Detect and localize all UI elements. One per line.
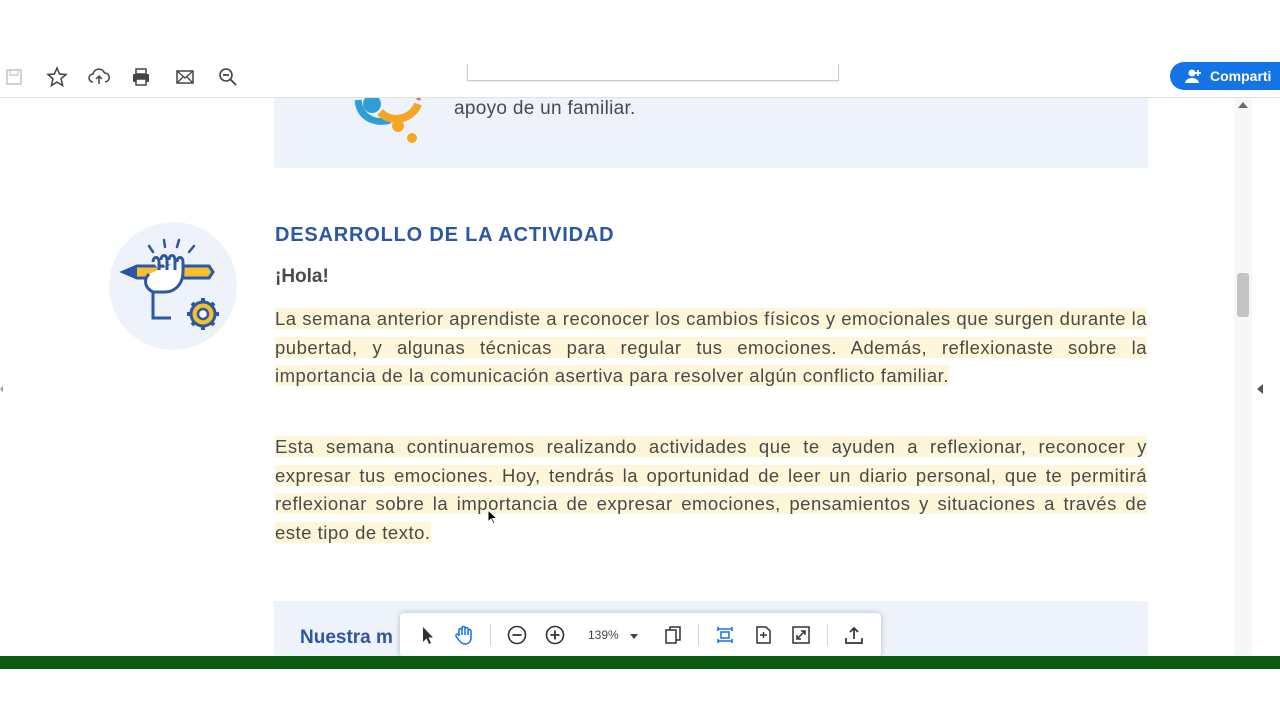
share-button[interactable] bbox=[1170, 62, 1280, 90]
family-support-text: apoyo de un familiar. bbox=[454, 98, 636, 119]
share-button-label: Comparti bbox=[1210, 68, 1272, 84]
email-icon[interactable] bbox=[171, 63, 199, 91]
activity-development-icon bbox=[109, 222, 237, 350]
toolbar-separator bbox=[490, 624, 491, 646]
expand-left-pane-icon[interactable] bbox=[0, 386, 3, 392]
zoom-dropdown-icon[interactable] bbox=[630, 634, 638, 639]
mouse-cursor-icon bbox=[487, 509, 499, 525]
zoom-level[interactable]: 139% bbox=[588, 628, 619, 642]
vertical-scrollbar[interactable] bbox=[1234, 98, 1252, 656]
toolbar-separator bbox=[698, 624, 699, 646]
floating-page-toolbar bbox=[400, 613, 881, 657]
page-view-icon[interactable] bbox=[661, 623, 685, 647]
toolbar-separator bbox=[827, 624, 828, 646]
expand-right-pane-icon[interactable] bbox=[1257, 384, 1263, 394]
save-icon[interactable] bbox=[0, 63, 28, 91]
greeting: ¡Hola! bbox=[275, 266, 329, 287]
family-support-box bbox=[274, 98, 1148, 168]
print-icon[interactable] bbox=[127, 63, 155, 91]
fit-page-icon[interactable] bbox=[751, 623, 775, 647]
next-section-title: Nuestra m bbox=[300, 627, 393, 648]
bottom-status-bar bbox=[0, 656, 1280, 669]
upload-cloud-icon[interactable] bbox=[85, 63, 113, 91]
paragraph-this-week bbox=[275, 433, 1147, 548]
zoom-out-icon[interactable] bbox=[214, 63, 242, 91]
fullscreen-icon[interactable] bbox=[789, 623, 813, 647]
paragraph-previous-week-text: La semana anterior aprendiste a reconocer los cambios físicos y emocionales que surgen durante la pubertad, y algunas técnicas para regular tus emociones. Además, reflexionaste sobre la importancia de la comunicación asertiva para resolver algún conflicto familiar. bbox=[275, 308, 1147, 387]
scroll-mode-icon[interactable] bbox=[713, 623, 737, 647]
add-user-icon bbox=[1184, 67, 1202, 85]
select-pointer-icon[interactable] bbox=[415, 623, 439, 647]
paragraph-this-week-text: Esta semana continuaremos realizando actividades que te ayuden a reflexionar, reconocer y expresar tus emociones. Hoy, tendrás la oportunidad de leer un diario personal, que te permitirá reflexionar sobre la importancia de expresar emociones, pensamientos y situaciones a través de este tipo de texto. bbox=[275, 436, 1147, 544]
share-upload-icon[interactable] bbox=[842, 623, 866, 647]
bookmark-star-icon[interactable] bbox=[43, 63, 71, 91]
section-title: DESARROLLO DE LA ACTIVIDAD bbox=[275, 224, 615, 246]
document-page bbox=[8, 98, 1234, 656]
scroll-up-arrow-icon[interactable] bbox=[1238, 102, 1248, 108]
paragraph-previous-week bbox=[275, 305, 1147, 391]
zoom-out-button-icon[interactable] bbox=[505, 623, 529, 647]
zoom-in-button-icon[interactable] bbox=[543, 623, 567, 647]
search-tools-panel[interactable] bbox=[467, 64, 839, 81]
hand-tool-icon[interactable] bbox=[452, 623, 476, 647]
family-people-icon bbox=[318, 98, 428, 150]
scroll-thumb[interactable] bbox=[1237, 273, 1249, 317]
